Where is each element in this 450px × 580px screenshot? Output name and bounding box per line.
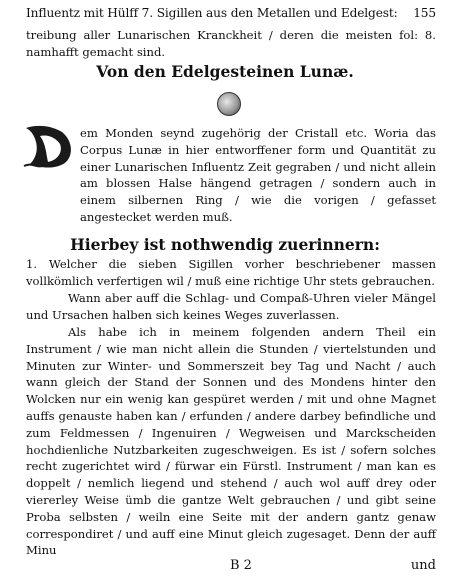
note-1: 1. Welcher die sieben Sigillen vorher beschriebener massen vollkömlich verfertigen wil / muß eine richtige Uhr stets gebrauchen. [26,257,436,288]
note-3: Als habe ich in meinem folgenden andern Theil ein Instrument / wie man nicht allein die Stunden / viertelstunden und Minuten zur Winter- und Sommerszeit bey Tag und Nacht / auch wann gleich der Stand der Sonnen und des Mondens hinter den Wolcken nur ein wenig kan gespüret werden / mit und ohne Magnet auffs genauste haben kan / erfunden / andere darbey befindliche und zum Feldmessen / Ingenuiren / Wegweisen und Marckscheiden hochdienliche Nutzbarkeiten zugeschweigen. Es ist / sofern solches recht zugerichtet wird / fürwar ein Fürstl. Instrument / man kan es doppelt / nemlich liegend und stehend / auch wol auff drey oder viererley Weise ümb die gantze Welt gebrauchen / und gibt seine Proba selbsten / weiln eine Seite mit der andern gantz genaw correspondiret / und auff eine Minut gleich zugesaget. Denn der auff Minu [26,325,436,558]
note-2: Wann aber auff die Schlag- und Compaß-Uhren vieler Mängel und Ursachen halben sich keines Weges zuverlassen. [26,291,436,322]
section-title: Von den Edelgesteinen Lunæ. [96,62,354,81]
running-head-title: Influentz mit Hülff 7. Sigillen aus den Metallen und Edelgest: [26,6,398,20]
intro-paragraph-first [80,125,436,226]
catchword: und [410,558,436,573]
page-number: 155 [413,6,436,20]
opening-lines: treibung aller Lunarischen Kranckheit / deren die meisten fol: 8. namhafft gemacht sind. [26,28,436,59]
running-head [26,6,436,21]
ornamental-initial [22,122,76,170]
signature-mark: B 2 [230,558,252,573]
moon-medallion-image [217,92,241,116]
intro-paragraph: em Monden seynd zugehörig der Cristall etc. Woria das Corpus Lunæ in hier entworffener form und Quantität zu einer Lunarischen Influentz Zeit gegraben / und nicht allein am blossen Halse hängend getragen / sondern auch in einem silbernen Ring / wie die vorigen / gefasset angestecket werden muß. [80,126,436,224]
initial-letter: D [48,156,50,157]
subheading: Hierbey ist nothwendig zuerinnern: [70,235,380,254]
